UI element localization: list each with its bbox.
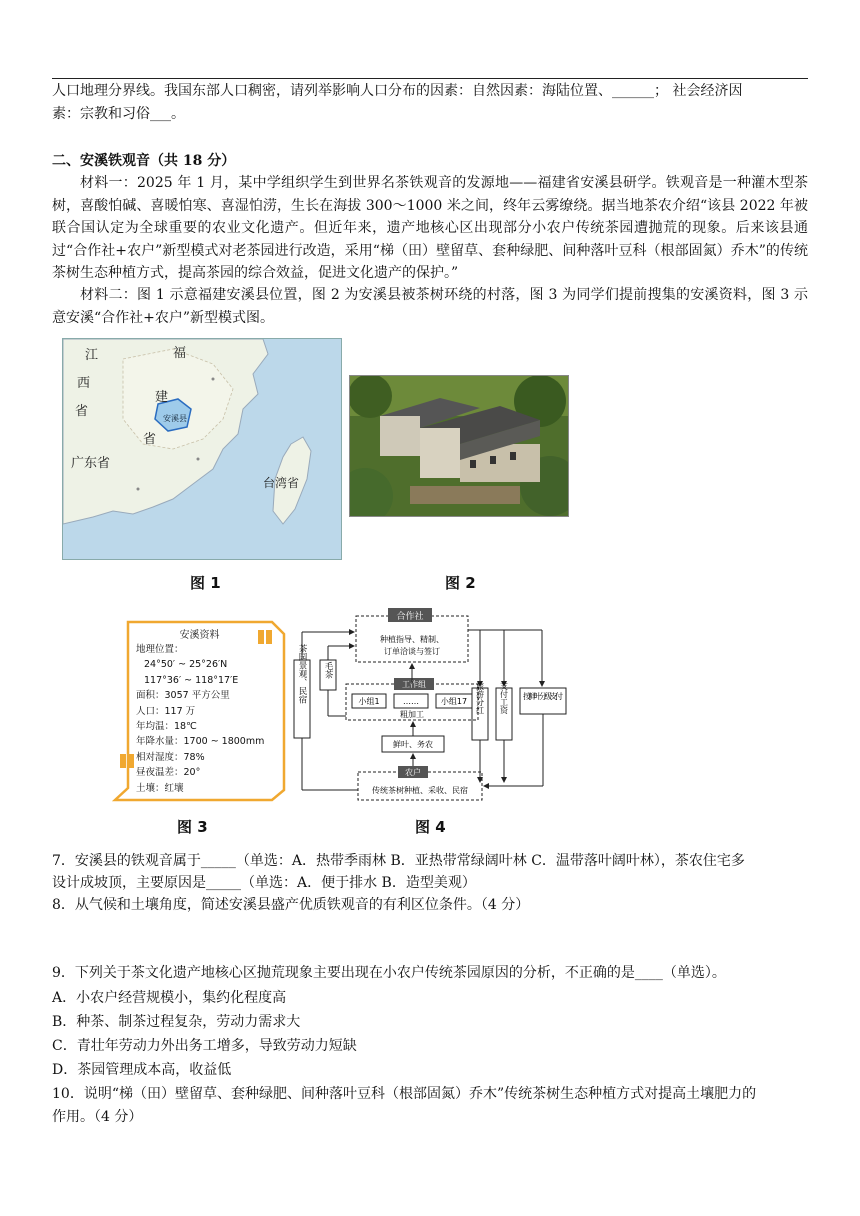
card-rows xyxy=(136,642,264,796)
card-row: 面积：3057 平方公里 xyxy=(136,690,230,702)
dots-label: …… xyxy=(403,697,419,706)
workgroup-label: 工作组 xyxy=(402,680,426,689)
material-2: 材料二：图 1 示意福建安溪县位置，图 2 为安溪县被茶树环绕的村落，图 3 为同学们提前搜集的安溪资料，图 3 示意安溪“合作社+农户”新型模式图。 xyxy=(52,287,808,326)
figure-4-diagram xyxy=(290,606,570,806)
card-row: 117°36′ ~ 118°17′E xyxy=(144,674,239,686)
diagram-svg xyxy=(290,606,570,806)
group17-label: 小组17 xyxy=(440,697,468,706)
map-svg xyxy=(63,339,341,559)
map-label-jiang: 江 xyxy=(85,348,99,363)
figure-4-caption: 图 4 xyxy=(415,818,446,836)
q10-line-2: 作用。（4 分） xyxy=(52,1109,143,1125)
figure-3-data-card xyxy=(112,620,287,802)
right-box-1: 旅游分红 xyxy=(475,682,485,714)
q9-option-b: B．种茶、制茶过程复杂，劳动力需求大 xyxy=(52,1014,301,1030)
coop-label: 合作社 xyxy=(396,612,424,622)
map-label-jian: 建 xyxy=(155,390,169,405)
rough-label: 粗加工 xyxy=(400,710,424,719)
q9-option-c: C．青壮年劳动力外出务工增多，导致劳动力短缺 xyxy=(52,1038,357,1054)
card-row: 土壤：红壤 xyxy=(136,782,184,794)
right-box-2: 支付工资 xyxy=(499,682,509,714)
card-title: 安溪资料 xyxy=(179,630,220,641)
top-rule xyxy=(52,78,808,79)
q10-line-1: 10．说明“梯（田）壁留草、套种绿肥、间种落叶豆科（根部固氮）乔木”传统茶树生态种植方式对提高土壤肥力的 xyxy=(52,1086,757,1102)
maocha-label: 毛茶 xyxy=(323,661,333,679)
card-row: 年降水量：1700 ~ 1800mm xyxy=(136,736,265,748)
right-box-3: 按鲜叶分级支付 xyxy=(523,692,563,701)
coop-tasks-2: 订单洽谈与签订 xyxy=(384,647,440,656)
map-label-xi: 西 xyxy=(77,376,91,391)
q7-line-2: 设计成坡顶，主要原因是_____（单选：A．便于排水 B．造型美观） xyxy=(52,875,476,891)
material-1: 材料一：2025 年 1 月，某中学组织学生到世界名茶铁观音的发源地——福建省安溪县研学。铁观音是一种灌木型茶树，喜酸怕碱、喜暖怕寒、喜湿怕涝，生长在海拔 300〜1000 米之间，终年云雾缭绕。据当地茶农介绍“该县 2022 年被联合国认定为全球重要的农业文化遗产。但近年来，遗产地核心区出现部分小农户传统茶园遭抛荒的现象。后来该县通过“合作社+农户”新型模式对老茶园进行改造，采用“梯（田）壁留草、套种绿肥、间种落叶豆科（根部固氮）乔木”的传统茶树生态种植方式，提高茶园的综合效益，促进文化遗产的保护。” xyxy=(52,175,808,281)
card-row: 地理位置： xyxy=(136,644,184,655)
q8: 8．从气候和土壤角度，简述安溪县盛产优质铁观音的有利区位条件。（4 分） xyxy=(52,897,530,913)
farmer-label: 农户 xyxy=(405,768,421,777)
figure-1-caption: 图 1 xyxy=(190,574,221,592)
coop-tasks-1: 种植指导、精制、 xyxy=(380,635,444,644)
q9-stem: 9．下列关于茶文化遗产地核心区抛荒现象主要出现在小农户传统茶园原因的分析，不正确的是____（单选）。 xyxy=(52,965,726,981)
map-label-taiwan: 台湾省 xyxy=(263,476,300,490)
intro-line-1: 人口地理分界线。我国东部人口稠密，请列举影响人口分布的因素：自然因素：海陆位置、______； 社会经济因 xyxy=(52,83,743,99)
figure-1-map xyxy=(62,338,342,560)
section-title: 二、安溪铁观音（共 18 分） xyxy=(52,153,236,169)
map-label-anxi: 安溪县 xyxy=(163,414,187,423)
map-label-guangdong: 广东省 xyxy=(71,456,111,471)
q9-option-d: D．茶园管理成本高，收益低 xyxy=(52,1062,232,1078)
card-row: 昼夜温差：20° xyxy=(136,767,201,779)
card-row: 年均温：18℃ xyxy=(136,721,197,733)
group1-label: 小组1 xyxy=(358,697,380,706)
card-row: 相对湿度：78% xyxy=(136,751,205,763)
left-box-text: 茶园景观、民宿 xyxy=(297,644,307,704)
farmer-tasks: 传统茶树种植、采收、民宿 xyxy=(372,786,468,795)
figure-2-village-photo xyxy=(349,375,569,517)
village-photo-svg xyxy=(350,376,568,516)
figure-2-caption: 图 2 xyxy=(445,574,476,592)
figure-3-caption: 图 3 xyxy=(177,818,208,836)
card-row: 人口：117 万 xyxy=(136,705,196,717)
map-label-fu: 福 xyxy=(173,346,187,361)
q9-option-a: A．小农户经营规模小，集约化程度高 xyxy=(52,990,287,1006)
fresh-label: 鲜叶、务农 xyxy=(393,740,433,749)
card-row: 24°50′ ~ 25°26′N xyxy=(144,659,228,671)
map-label-sheng2: 省 xyxy=(143,432,157,447)
q7-line-1: 7．安溪县的铁观音属于_____（单选：A．热带季雨林 B．亚热带常绿阔叶林 C．温带落叶阔叶林），茶农住宅多 xyxy=(52,853,745,869)
intro-line-2: 素：宗教和习俗___。 xyxy=(52,106,185,122)
map-label-sheng1: 省 xyxy=(75,404,89,419)
